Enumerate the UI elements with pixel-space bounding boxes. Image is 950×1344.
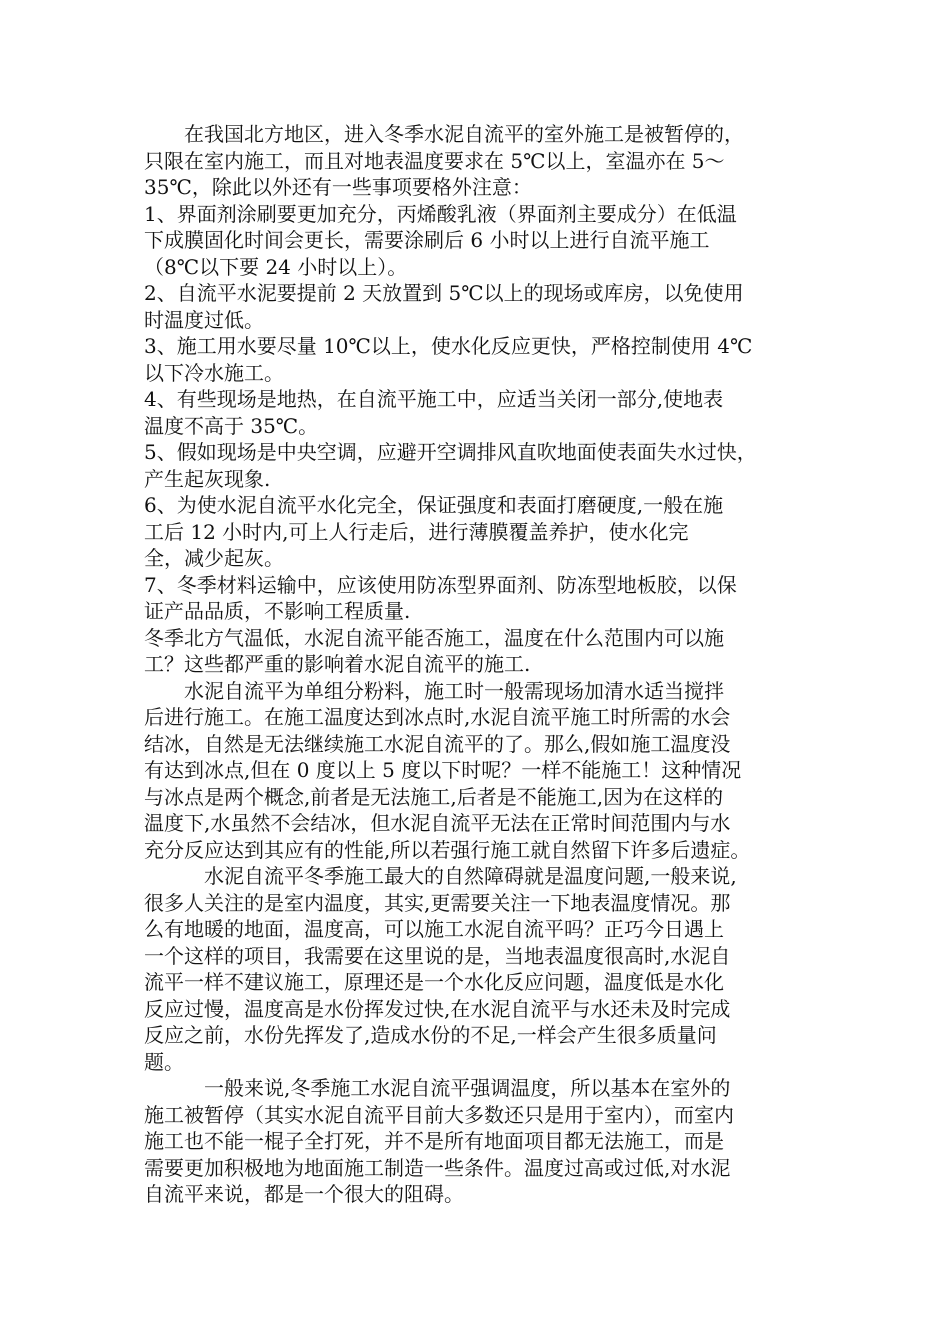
text-line: 么有地暖的地面，温度高，可以施工水泥自流平吗？正巧今日遇上 <box>144 917 724 941</box>
text-line: 结冰，自然是无法继续施工水泥自流平的了。那么,假如施工温度没 <box>144 731 731 756</box>
text-line: 3、施工用水要尽量 10℃以上，使水化反应更快，严格控制使用 4℃ <box>144 334 753 358</box>
text-line: 施工被暂停（其实水泥自流平目前大多数还只是用于室内），而室内 <box>144 1102 734 1127</box>
text-line: 需要更加积极地为地面施工制造一些条件。温度过高或过低,对水泥 <box>144 1155 731 1180</box>
text-line: 反应过慢，温度高是水份挥发过快,在水泥自流平与水还未及时完成 <box>144 996 731 1021</box>
text-line: 一般来说,冬季施工水泥自流平强调温度，所以基本在室外的 <box>144 1076 731 1100</box>
text-line: 35℃，除此以外还有一些事项要格外注意： <box>144 175 532 199</box>
text-line: 施工也不能一棍子全打死，并不是所有地面项目都无法施工，而是 <box>144 1129 724 1153</box>
text-line: 水泥自流平冬季施工最大的自然障碍就是温度问题,一般来说, <box>144 864 737 888</box>
text-line: 在我国北方地区，进入冬季水泥自流平的室外施工是被暂停的， <box>144 122 744 146</box>
text-line: 水泥自流平为单组分粉料，施工时一般需现场加清水适当搅拌 <box>144 678 724 703</box>
text-line: 下成膜固化时间会更长，需要涂刷后 6 小时以上进行自流平施工 <box>144 228 710 252</box>
text-line: 工？这些都严重的影响着水泥自流平的施工. <box>144 652 531 676</box>
text-line: 温度下,水虽然不会结冰，但水泥自流平无法在正常时间范围内与水 <box>144 811 731 835</box>
text-line: 题。 <box>144 1049 184 1074</box>
text-line: 只限在室内施工，而且对地表温度要求在 5℃以上，室温亦在 5～ <box>144 148 725 173</box>
text-line: 5、假如现场是中央空调，应避开空调排风直吹地面使表面失水过快， <box>144 440 757 464</box>
text-line: 一个这样的项目，我需要在这里说的是，当地表温度很高时,水泥自 <box>144 943 731 968</box>
text-line: 2、自流平水泥要提前 2 天放置到 5℃以上的现场或库房，以免使用 <box>144 281 744 305</box>
text-line: 有达到冰点,但在 0 度以上 5 度以下时呢？一样不能施工！这种情况 <box>144 758 742 782</box>
text-line: 自流平来说，都是一个很大的阻碍。 <box>144 1182 464 1206</box>
text-line: 流平一样不建议施工，原理还是一个水化反应问题，温度低是水化 <box>144 970 724 994</box>
text-line: 以下冷水施工。 <box>144 360 284 385</box>
text-line: 与冰点是两个概念,前者是无法施工,后者是不能施工,因为在这样的 <box>144 784 724 809</box>
text-line: 1、界面剂涂刷要更加充分，丙烯酸乳液（界面剂主要成分）在低温 <box>144 201 737 226</box>
text-line: 很多人关注的是室内温度，其实,更需要关注一下地表温度情况。那 <box>144 890 731 915</box>
text-line: 充分反应达到其应有的性能,所以若强行施工就自然留下许多后遗症。 <box>144 837 751 862</box>
text-line: 后进行施工。在施工温度达到冰点时,水泥自流平施工时所需的水会 <box>144 705 731 729</box>
text-line: 6、为使水泥自流平水化完全，保证强度和表面打磨硬度,一般在施 <box>144 493 724 517</box>
text-line: （8℃以下要 24 小时以上）。 <box>144 254 408 279</box>
text-line: 证产品品质，不影响工程质量. <box>144 599 411 623</box>
text-line: 产生起灰现象. <box>144 466 271 491</box>
text-line: 7、冬季材料运输中，应该使用防冻型界面剂、防冻型地板胶，以保 <box>144 572 737 597</box>
text-line: 冬季北方气温低，水泥自流平能否施工，温度在什么范围内可以施 <box>144 625 724 650</box>
text-line: 反应之前，水份先挥发了,造成水份的不足,一样会产生很多质量问 <box>144 1023 717 1047</box>
document-body <box>144 121 812 1208</box>
text-line: 4、有些现场是地热，在自流平施工中，应适当关闭一部分,使地表 <box>144 387 724 411</box>
text-line: 工后 12 小时内,可上人行走后，进行薄膜覆盖养护，使水化完 <box>144 519 689 544</box>
text-line: 时温度过低。 <box>144 307 264 332</box>
text-line: 全，减少起灰。 <box>144 546 284 570</box>
text-line: 温度不高于 35℃。 <box>144 413 319 438</box>
